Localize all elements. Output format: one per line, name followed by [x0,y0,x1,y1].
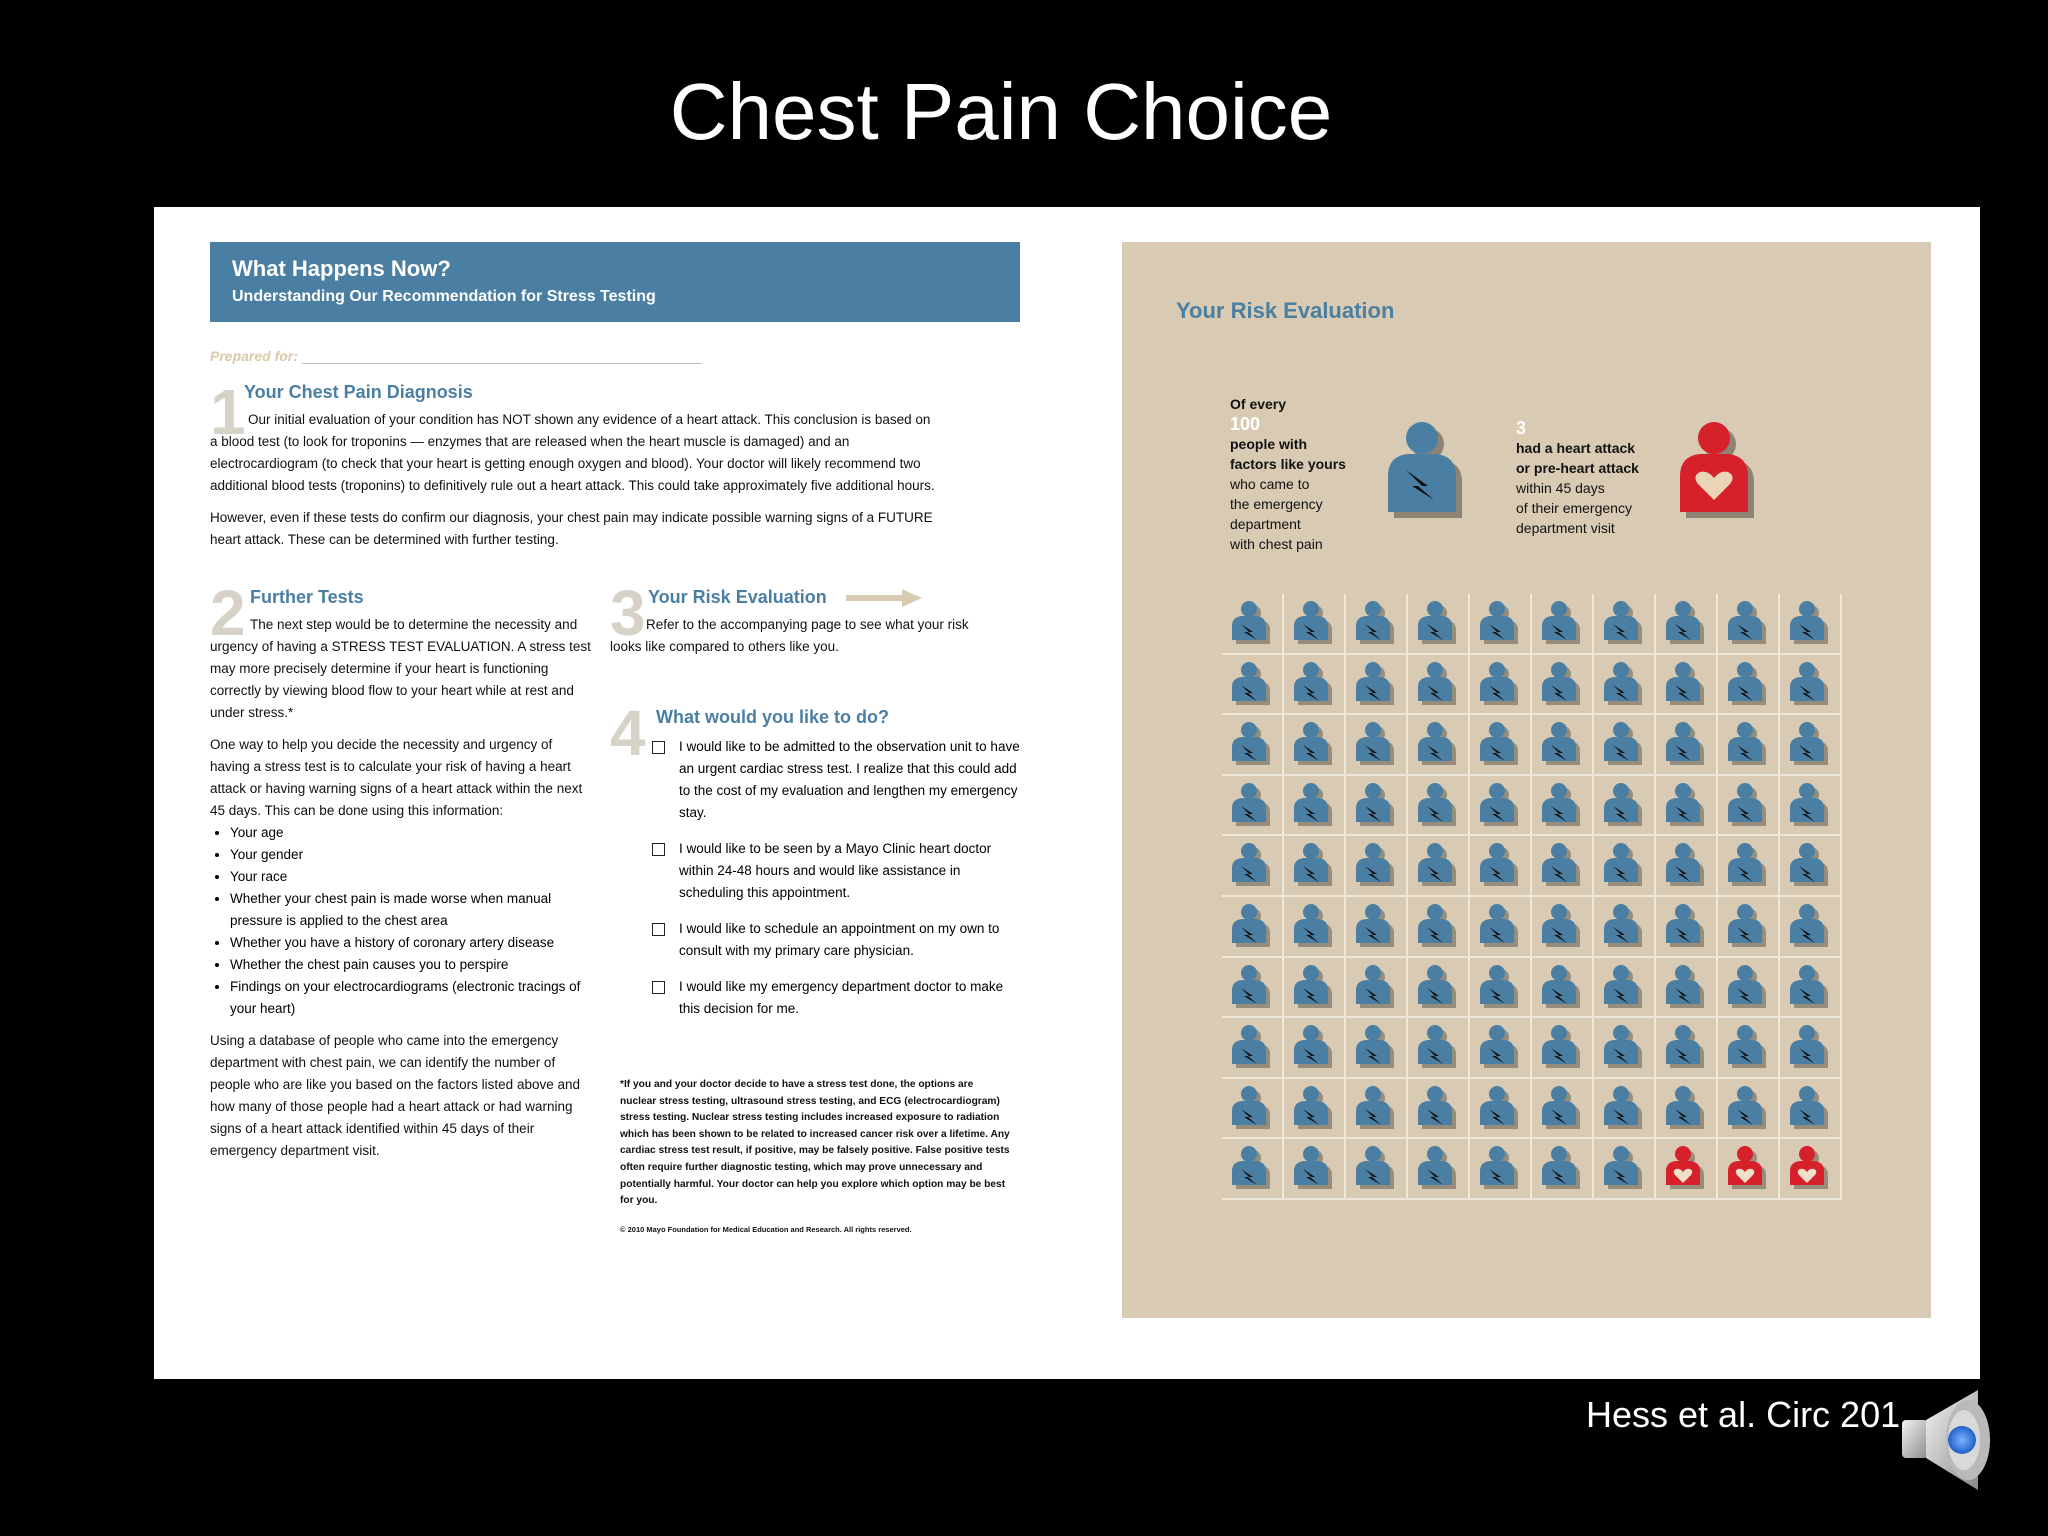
stat-affected-l5: department visit [1516,520,1615,536]
risk-icon-grid [1222,594,1842,1200]
person-blue-icon [1788,1085,1832,1131]
person-blue-icon [1664,964,1708,1010]
option-observation-unit[interactable] [650,736,1020,824]
risk-person [1470,1079,1532,1140]
risk-person [1532,836,1594,897]
person-blue-icon [1354,1145,1398,1191]
section-2-p1: The next step would be to determine the necessity and urgency of having a STRESS TEST EVALUATION. A stress test may more precisely determine if your heart is functioning correctly by viewing blood flow to your heart while at rest and under stress.* [210,617,591,720]
risk-person [1408,594,1470,655]
person-blue-icon [1354,964,1398,1010]
option-label: I would like to be admitted to the observation unit to have an urgent cardiac stress test. I realize that this could add to the cost of my evaluation and lengthen my emergency stay. [679,739,1020,820]
section-2-p3: Using a database of people who came into the emergency department with chest pain, we can identify the number of people who are like you based on the factors listed above and how many of those people had a heart attack or had warning signs of a heart attack identified within 45 days of their emergency department visit. [210,1033,580,1158]
person-blue-icon [1478,1085,1522,1131]
person-blue-icon [1230,964,1274,1010]
option-doctor-decides[interactable] [650,976,1020,1020]
person-red-icon [1676,420,1764,520]
person-blue-icon [1230,903,1274,949]
risk-person [1594,655,1656,716]
person-blue-icon [1602,964,1646,1010]
person-blue-icon [1540,1145,1584,1191]
section-3 [610,577,1010,658]
risk-person [1780,776,1842,837]
section-2-p2: One way to help you decide the necessity and urgency of having a stress test is to calculate your risk of having a heart attack or having warning signs of a heart attack within the next 45 days. This can be done using this information: [210,737,583,818]
person-blue-icon [1664,661,1708,707]
risk-person [1718,655,1780,716]
section-2-number: 2 [210,577,246,649]
person-blue-icon [1540,903,1584,949]
option-label: I would like to schedule an appointment on my own to consult with my primary care physician. [679,921,1000,958]
person-blue-icon [1540,964,1584,1010]
person-blue-icon [1540,600,1584,646]
person-blue-icon [1664,782,1708,828]
person-blue-icon [1726,903,1770,949]
person-blue-icon [1788,600,1832,646]
risk-person [1780,1018,1842,1079]
stat-total-l5: the emergency [1230,496,1323,512]
slide-title: Chest Pain Choice [669,67,1333,156]
person-blue-icon [1788,661,1832,707]
risk-person [1656,594,1718,655]
person-blue-icon [1292,842,1336,888]
risk-person [1408,958,1470,1019]
prepared-for-label: Prepared for: [210,348,298,364]
person-blue-icon [1664,842,1708,888]
person-blue-icon [1788,1024,1832,1070]
person-red-icon [1664,1145,1708,1191]
list-item: • Your age [230,822,592,844]
stat-total-l2: people with [1230,436,1307,452]
banner-subtitle: Understanding Our Recommendation for Stress Testing [232,288,656,305]
risk-person [1532,594,1594,655]
person-blue-icon [1292,782,1336,828]
risk-title: Your Risk Evaluation [1176,298,1395,323]
person-blue-icon [1230,842,1274,888]
prepared-for-line [302,363,702,364]
section-1-p2: However, even if these tests do confirm our diagnosis, your chest pain may indicate possible warning signs of a FUTURE heart attack. These can be determined with further testing. [210,510,933,547]
checkbox[interactable] [652,981,665,994]
person-blue-icon [1292,1085,1336,1131]
risk-person [1346,655,1408,716]
person-blue-icon [1354,600,1398,646]
risk-person [1284,836,1346,897]
risk-person [1594,897,1656,958]
person-blue-icon [1602,1024,1646,1070]
risk-person [1656,958,1718,1019]
section-1 [210,376,1020,551]
risk-person [1408,836,1470,897]
risk-person [1470,1139,1532,1200]
arrow-right-icon [846,589,922,607]
right-page [1122,242,1931,1318]
person-blue-icon [1726,782,1770,828]
risk-person [1284,776,1346,837]
person-blue-icon [1478,782,1522,828]
person-blue-icon [1478,600,1522,646]
person-red-icon [1788,1145,1832,1191]
person-blue-icon [1602,782,1646,828]
option-mayo-heart-doctor[interactable] [650,838,1020,904]
risk-person [1718,1018,1780,1079]
person-blue-icon [1788,721,1832,767]
section-2-heading: Further Tests [250,587,364,607]
risk-person [1532,715,1594,776]
stat-affected [1516,418,1639,538]
person-blue-icon [1230,1024,1274,1070]
risk-person [1470,836,1532,897]
stat-total-l1: Of every [1230,396,1287,412]
risk-person [1346,1079,1408,1140]
prepared-for [210,348,1020,364]
risk-person [1656,897,1718,958]
person-blue-icon [1664,903,1708,949]
section-4 [610,697,1020,1034]
person-blue-icon [1292,964,1336,1010]
section-3-heading-text: Your Risk Evaluation [648,587,827,607]
person-blue-icon [1230,661,1274,707]
risk-person [1532,958,1594,1019]
risk-person [1222,715,1284,776]
person-blue-icon [1540,661,1584,707]
risk-person [1532,897,1594,958]
person-blue-icon [1726,1085,1770,1131]
risk-person [1780,655,1842,716]
section-4-number: 4 [610,697,646,769]
checkbox[interactable] [652,923,665,936]
risk-person [1408,776,1470,837]
risk-person [1532,1139,1594,1200]
risk-person [1718,776,1780,837]
risk-person [1408,655,1470,716]
risk-person [1284,655,1346,716]
footnote [620,1077,1010,1238]
risk-person [1594,776,1656,837]
person-blue-icon [1602,721,1646,767]
risk-person [1718,958,1780,1019]
risk-person-affected [1656,1139,1718,1200]
person-red-icon [1726,1145,1770,1191]
risk-person [1284,715,1346,776]
person-blue-icon [1478,903,1522,949]
person-blue-icon [1478,721,1522,767]
person-blue-icon [1230,1085,1274,1131]
section-3-heading [648,587,1010,608]
handout [154,207,1980,1379]
risk-person [1222,1018,1284,1079]
person-blue-icon [1726,964,1770,1010]
risk-person [1656,1079,1718,1140]
stat-affected-l1: had a heart attack [1516,440,1636,456]
person-blue-icon [1416,661,1460,707]
risk-person [1470,776,1532,837]
risk-person [1346,776,1408,837]
section-3-p1: Refer to the accompanying page to see what your risk looks like compared to others like you. [610,617,969,654]
person-blue-icon [1230,721,1274,767]
banner [210,242,1020,322]
option-primary-care[interactable] [650,918,1020,962]
person-blue-icon [1602,903,1646,949]
risk-person-affected [1718,1139,1780,1200]
person-blue-icon [1726,1024,1770,1070]
risk-person [1346,594,1408,655]
person-blue-icon [1292,600,1336,646]
person-blue-icon [1540,1024,1584,1070]
stat-total-l7: with chest pain [1230,536,1323,552]
checkbox[interactable] [652,741,665,754]
person-blue-icon [1602,661,1646,707]
person-blue-icon [1788,903,1832,949]
risk-person [1780,1079,1842,1140]
list-item: • Your gender [230,844,592,866]
risk-person [1594,1139,1656,1200]
person-blue-icon [1664,1085,1708,1131]
risk-person [1532,776,1594,837]
risk-person [1656,1018,1718,1079]
copyright: © 2010 Mayo Foundation for Medical Education and Research. All rights reserved. [620,1224,912,1234]
left-page [210,242,1020,1234]
footnote-text: *If you and your doctor decide to have a stress test done, the options are nuclear stress testing, ultrasound stress testing, and ECG (electrocardiogram) stress testing. Nuclear stress testing includes increased exposure to radiation which has been shown to be related to increased cancer risk over a lifetime. Any cardiac stress test result, if positive, may be falsely positive. False positive tests often require further diagnostic testing, which may prove unnecessary and potentially harmful. Your doctor can help you explore which option may be best for you. [620,1079,1010,1207]
risk-person [1594,1018,1656,1079]
risk-person [1532,1079,1594,1140]
person-blue-icon [1354,842,1398,888]
person-blue-icon [1230,1145,1274,1191]
person-blue-icon [1540,1085,1584,1131]
stat-total-l6: department [1230,516,1301,532]
person-blue-icon [1478,1145,1522,1191]
risk-person [1532,655,1594,716]
section-1-heading: Your Chest Pain Diagnosis [244,382,473,402]
list-item: • Findings on your electrocardiograms (electronic tracings of your heart) [230,976,592,1020]
risk-person [1718,715,1780,776]
risk-person [1780,715,1842,776]
person-blue-icon [1602,1145,1646,1191]
person-blue-icon [1416,1085,1460,1131]
banner-title: What Happens Now? [232,256,451,281]
person-blue-icon [1788,842,1832,888]
stat-affected-l3: within 45 days [1516,480,1605,496]
person-blue-icon [1478,1024,1522,1070]
person-blue-icon [1354,782,1398,828]
risk-person [1470,1018,1532,1079]
risk-person [1656,776,1718,837]
person-blue-icon [1540,721,1584,767]
risk-person [1222,836,1284,897]
risk-person [1408,1018,1470,1079]
risk-person [1408,1079,1470,1140]
risk-person [1470,655,1532,716]
list-item: • Whether the chest pain causes you to perspire [230,954,592,976]
stat-total [1230,394,1346,554]
risk-person [1780,958,1842,1019]
risk-person [1346,958,1408,1019]
speaker-icon[interactable] [1898,1384,1998,1496]
risk-person [1222,958,1284,1019]
stat-affected-number: 3 [1516,418,1527,438]
risk-person [1718,1079,1780,1140]
person-blue-icon [1384,420,1472,520]
risk-person [1594,836,1656,897]
person-blue-icon [1540,782,1584,828]
person-blue-icon [1354,903,1398,949]
risk-person [1718,897,1780,958]
stat-affected-l4: of their emergency [1516,500,1632,516]
person-blue-icon [1416,1024,1460,1070]
risk-person [1284,1079,1346,1140]
risk-person [1470,594,1532,655]
person-blue-icon [1602,1085,1646,1131]
section-3-number: 3 [610,577,646,649]
risk-person [1780,594,1842,655]
person-blue-icon [1292,721,1336,767]
person-blue-icon [1478,842,1522,888]
risk-person [1780,897,1842,958]
risk-person [1718,594,1780,655]
person-blue-icon [1416,842,1460,888]
list-item: • Whether your chest pain is made worse when manual pressure is applied to the chest area [230,888,592,932]
risk-person-affected [1780,1139,1842,1200]
risk-person [1284,1018,1346,1079]
person-blue-icon [1726,721,1770,767]
person-blue-icon [1602,600,1646,646]
risk-person [1346,715,1408,776]
option-label: I would like my emergency department doctor to make this decision for me. [679,979,1004,1016]
person-blue-icon [1664,600,1708,646]
person-blue-icon [1664,1024,1708,1070]
risk-person [1284,897,1346,958]
section-1-p1: Our initial evaluation of your condition has NOT shown any evidence of a heart attack. This conclusion is based on a blood test (to look for troponins — enzymes that are released when the heart muscle is damaged) and an electrocardiogram (to check that your heart is getting enough oxygen and blood). Your doctor will likely recommend two additional blood tests (troponins) to definitively rule out a heart attack. This could take approximately five additional hours. [210,412,935,493]
checkbox[interactable] [652,843,665,856]
risk-person [1408,715,1470,776]
risk-person [1780,836,1842,897]
person-blue-icon [1292,903,1336,949]
person-blue-icon [1540,842,1584,888]
person-blue-icon [1726,842,1770,888]
person-blue-icon [1354,1024,1398,1070]
person-blue-icon [1478,964,1522,1010]
risk-person [1656,715,1718,776]
list-item: • Your race [230,866,592,888]
section-2 [210,577,592,1162]
risk-person [1222,1139,1284,1200]
risk-person [1346,1139,1408,1200]
risk-person [1284,594,1346,655]
option-label: I would like to be seen by a Mayo Clinic heart doctor within 24-48 hours and would like assistance in scheduling this appointment. [679,841,992,900]
risk-person [1594,594,1656,655]
person-blue-icon [1292,1145,1336,1191]
risk-person [1222,1079,1284,1140]
person-blue-icon [1354,721,1398,767]
person-blue-icon [1416,903,1460,949]
risk-person [1470,715,1532,776]
person-blue-icon [1602,842,1646,888]
section-1-number: 1 [210,376,246,448]
person-blue-icon [1416,964,1460,1010]
person-blue-icon [1726,661,1770,707]
person-blue-icon [1416,721,1460,767]
risk-person [1222,655,1284,716]
section-4-heading: What would you like to do? [656,707,889,727]
person-blue-icon [1416,782,1460,828]
risk-person [1408,1139,1470,1200]
risk-person [1656,836,1718,897]
stat-affected-l2: or pre-heart attack [1516,460,1639,476]
risk-person [1284,1139,1346,1200]
risk-person [1346,1018,1408,1079]
person-blue-icon [1354,661,1398,707]
stat-total-number: 100 [1230,414,1261,434]
risk-factor-list [210,822,592,1020]
person-blue-icon [1292,661,1336,707]
person-blue-icon [1416,1145,1460,1191]
risk-person [1408,897,1470,958]
risk-person [1346,897,1408,958]
person-blue-icon [1788,964,1832,1010]
risk-person [1222,776,1284,837]
risk-person [1594,958,1656,1019]
person-blue-icon [1292,1024,1336,1070]
person-blue-icon [1478,661,1522,707]
risk-person [1656,655,1718,716]
risk-person [1532,1018,1594,1079]
citation: Hess et al. Circ 201 [1586,1394,1901,1435]
risk-person [1222,897,1284,958]
person-blue-icon [1416,600,1460,646]
risk-person [1594,715,1656,776]
risk-person [1718,836,1780,897]
risk-person [1284,958,1346,1019]
risk-person [1594,1079,1656,1140]
risk-person [1346,836,1408,897]
list-item: • Whether you have a history of coronary artery disease [230,932,592,954]
person-blue-icon [1354,1085,1398,1131]
person-blue-icon [1726,600,1770,646]
stat-total-l4: who came to [1230,476,1310,492]
risk-person [1470,958,1532,1019]
person-blue-icon [1664,721,1708,767]
person-blue-icon [1230,600,1274,646]
stat-total-l3: factors like yours [1230,456,1346,472]
person-blue-icon [1788,782,1832,828]
person-blue-icon [1230,782,1274,828]
risk-person [1222,594,1284,655]
risk-person [1470,897,1532,958]
